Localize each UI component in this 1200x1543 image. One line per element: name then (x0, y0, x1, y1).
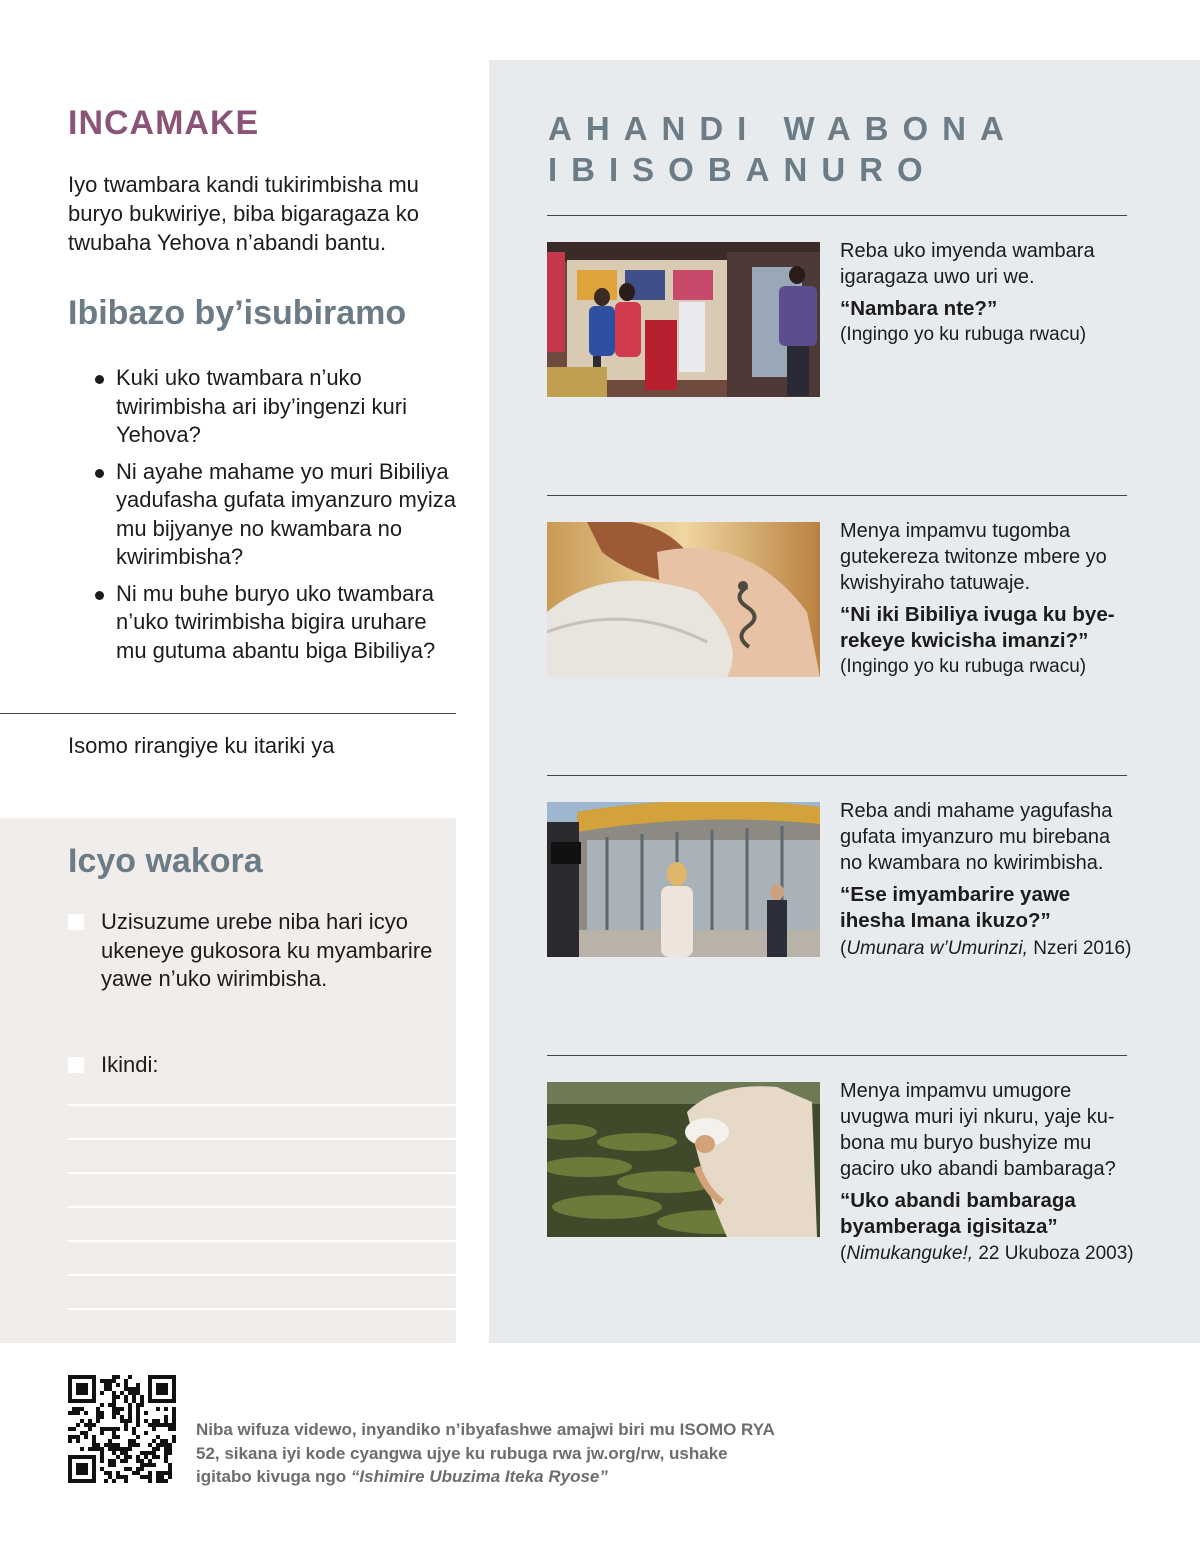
writing-line (68, 1104, 456, 1106)
writing-line (68, 1172, 456, 1174)
writing-line (68, 1240, 456, 1242)
woman-picking-tea-photo[interactable] (547, 1082, 820, 1237)
resource-description: Reba andi mahame yagufasha gufata imyanzuro mu birebana no kwambara no kwirimbisha. (840, 800, 1113, 874)
review-heading: Ibibazo by’isubiramo (68, 294, 407, 332)
shoulder-tattoo-photo[interactable] (547, 522, 820, 677)
divider (0, 713, 456, 714)
resource-description: Menya impamvu tugomba gutekereza twitonze mbere yo kwishyiraho tatuwaje. (840, 520, 1107, 594)
divider (547, 495, 1127, 496)
resource-title-link[interactable]: “Ni iki Bibiliya ivuga ku byerekeye kwicisha imanzi?” (840, 603, 1115, 652)
resource-title-link[interactable]: “Ese imyambarire yawe ihesha Imana ikuzo?” (840, 883, 1071, 932)
resource-source: (Ingingo yo ku rubuga rwacu) (840, 324, 1087, 345)
writing-line (68, 1274, 456, 1276)
action-checkbox-item[interactable] (68, 1051, 448, 1080)
resource-citation (840, 1240, 1136, 1267)
resource-title-link[interactable]: “Nambara nte?” (840, 297, 998, 320)
writing-line (68, 1308, 456, 1310)
resource-text (840, 238, 1136, 348)
action-box (0, 818, 456, 1343)
lesson-date-label: Isomo rirangiye ku itariki ya (68, 733, 335, 758)
action-checkbox-item[interactable] (68, 908, 448, 994)
resource-title-link[interactable]: “Uko abandi bambaraga byamberaga igisitaza” (840, 1189, 1076, 1238)
review-question: Kuki uko twambara n’uko twirimbisha ari iby’ingenzi kuri Yehova? (92, 364, 462, 450)
resource-description: Reba uko imyenda wambara igaragaza uwo uri we. (840, 240, 1095, 288)
action-item-label: Ikindi: (101, 1052, 159, 1077)
divider (547, 215, 1127, 216)
footer-book-title: “Ishimire Ubuzima Iteka Ryose” (350, 1467, 608, 1486)
resource-source-publication: Nimukanguke!, (846, 1243, 974, 1264)
divider (547, 1055, 1127, 1056)
resource-text (840, 518, 1136, 680)
resource-source-date: 22 Ukuboza 2003) (973, 1243, 1134, 1264)
review-question: Ni ayahe mahame yo muri Bibiliya yadufasha gufata imyanzuro myiza mu bijyanye no kwambara no kwirimbisha? (92, 458, 462, 572)
clothing-store-photo[interactable] (547, 242, 820, 397)
resources-heading: AHANDI WABONA IBISOBANURO (548, 110, 1017, 188)
divider (547, 775, 1127, 776)
resource-text (840, 798, 1136, 962)
footer-text (196, 1418, 776, 1489)
resource-source: (Ingingo yo ku rubuga rwacu) (840, 656, 1087, 677)
writing-line (68, 1138, 456, 1140)
action-item-label: Uzisuzume urebe niba hari icyo ukeneye gukosora ku myambarire yawe n’uko wirimbisha. (101, 909, 433, 991)
summary-heading: INCAMAKE (68, 104, 260, 142)
stadium-reporter-photo[interactable] (547, 802, 820, 957)
resource-source-publication: Umunara w’Umurinzi, (846, 938, 1028, 959)
checkbox-icon[interactable] (68, 914, 84, 930)
summary-text: Iyo twambara kandi tukirimbisha mu buryo bukwiriye, biba bigaragaza ko twubaha Yehova n’abandi bantu. (68, 172, 419, 255)
resource-source-date: Nzeri 2016) (1027, 938, 1132, 959)
writing-line (68, 1206, 456, 1208)
resource-text (840, 1078, 1136, 1267)
qr-code-icon[interactable] (68, 1375, 176, 1483)
resource-source-open: ( (840, 1243, 847, 1264)
resource-citation (840, 882, 1136, 962)
footer-text-main: Niba wifuza videwo, inyandiko n’ibyafashwe amajwi biri mu ISOMO RYA 52, sikana iyi kode cyangwa ujye ku rubuga rwa jw.org/rw, ushake igitabo kivuga ngo (196, 1420, 775, 1486)
review-questions-list (92, 364, 462, 673)
action-heading: Icyo wakora (68, 842, 263, 880)
review-question: Ni mu buhe buryo uko twambara n’uko twirimbisha bigira uruhare mu gutuma abantu biga Bibiliya? (92, 580, 462, 666)
resource-description: Menya impamvu umugore uvugwa muri iyi nkuru, yaje kubona mu buryo bushyize mu gaciro uko abandi bambaraga? (840, 1080, 1116, 1180)
checkbox-icon[interactable] (68, 1057, 84, 1073)
resource-source-open: ( (840, 938, 847, 959)
